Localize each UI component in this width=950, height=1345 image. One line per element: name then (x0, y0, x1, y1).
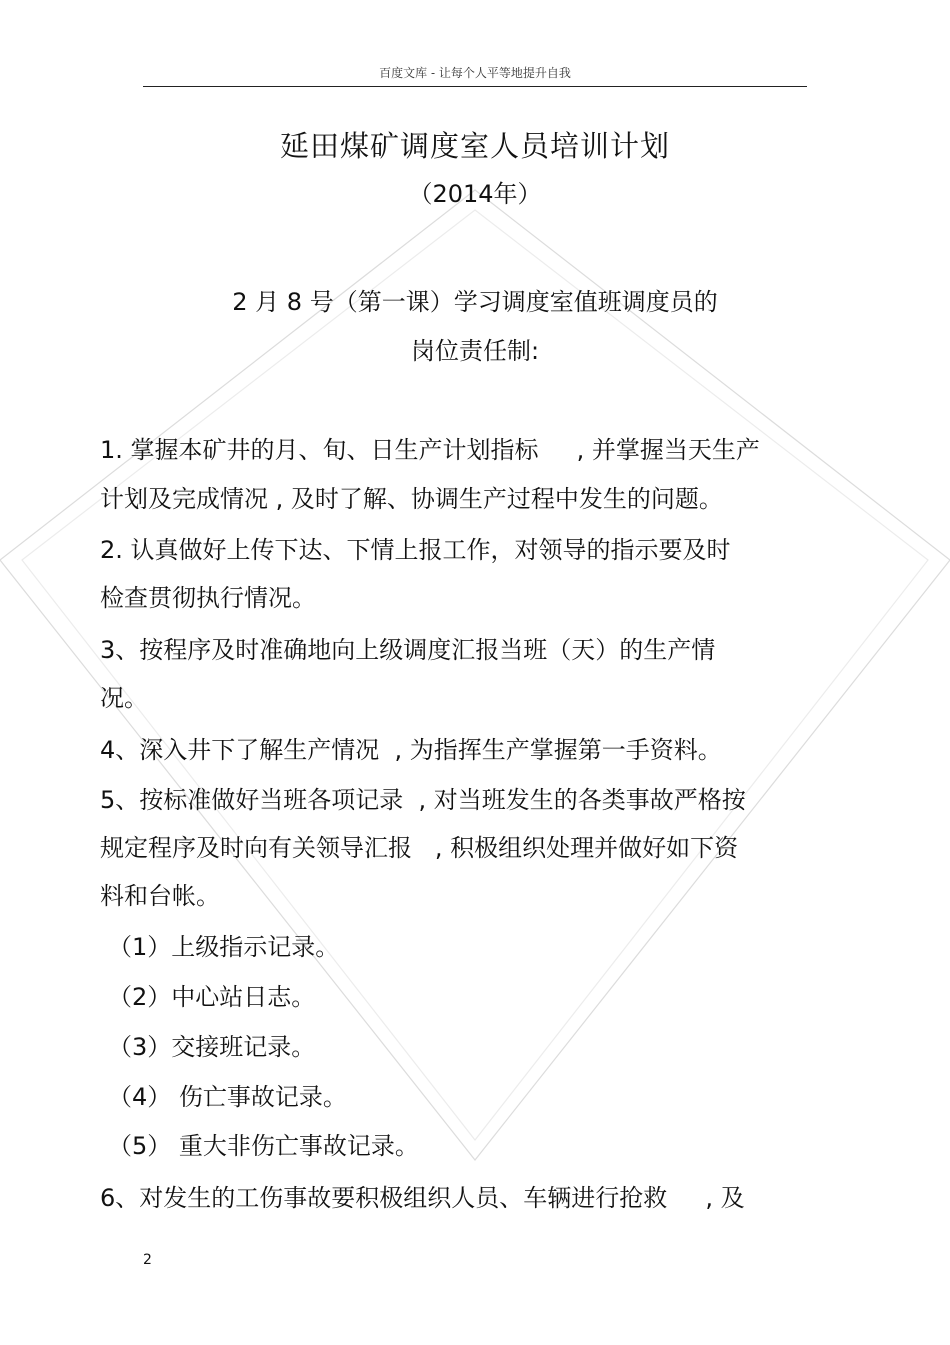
page-number: 2 (143, 1252, 152, 1268)
lesson-heading-line2: 岗位责任制: (410, 337, 540, 365)
page-header: 百度文库 - 让每个人平等地提升自我 (379, 66, 571, 80)
item-line: 规定程序及时向有关领导汇报 , 积极组织处理并做好如下资 (100, 834, 739, 862)
item-line: 料和台帐。 (100, 882, 220, 910)
record-item: （1）上级指示记录。 (108, 933, 340, 961)
document-title: 延田煤矿调度室人员培训计划 (279, 129, 670, 163)
item-line: 3、按程序及时准确地向上级调度汇报当班（天）的生产情 (100, 636, 716, 664)
lesson-heading-line1: 2 月 8 号（第一课）学习调度室值班调度员的 (232, 288, 718, 316)
document-year: （2014年） (408, 180, 542, 208)
item-line: 2. 认真做好上传下达、下情上报工作，对领导的指示要及时 (100, 536, 731, 564)
item-line: 4、深入井下了解生产情况 , 为指挥生产掌握第一手资料。 (100, 736, 722, 764)
item-6: 6、对发生的工伤事故要积极组织人员、车辆进行抢救 , 及 (100, 1184, 745, 1212)
header-rule (143, 86, 807, 87)
item-line: 况。 (100, 684, 148, 712)
item-line: 检查贯彻执行情况。 (100, 584, 316, 612)
item-line: 1. 掌握本矿井的月、旬、日生产计划指标 , 并掌握当天生产 (100, 436, 760, 464)
record-item: （3）交接班记录。 (108, 1033, 316, 1061)
record-item: （5） 重大非伤亡事故记录。 (108, 1132, 419, 1160)
record-item: （4） 伤亡事故记录。 (108, 1083, 347, 1111)
record-item: （2）中心站日志。 (108, 983, 316, 1011)
item-line: 计划及完成情况 , 及时了解、协调生产过程中发生的问题。 (100, 485, 723, 513)
item-line: 5、按标准做好当班各项记录 , 对当班发生的各类事故严格按 (100, 786, 746, 814)
